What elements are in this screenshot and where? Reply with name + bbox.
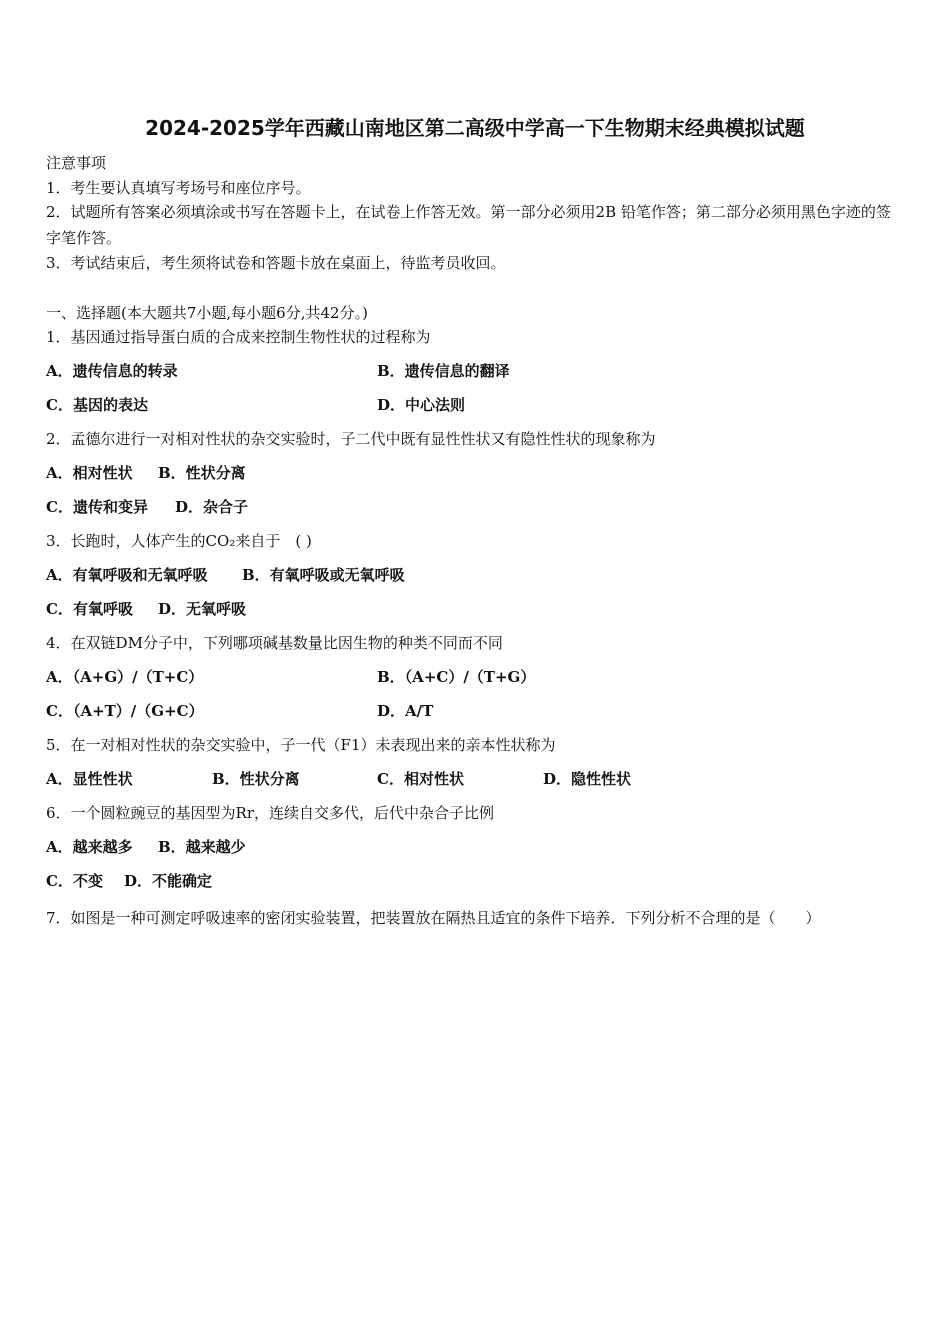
notice-item-1: 1．考生要认真填写考场号和座位序号。 xyxy=(46,179,311,197)
question-4-stem: 4．在双链DM分子中，下列哪项碱基数量比因生物的种类不同而不同 xyxy=(46,634,503,652)
question-7-stem: 7．如图是一种可测定呼吸速率的密闭实验装置，把装置放在隔热且适宜的条件下培养．下列分析不合理的是（ ） xyxy=(46,909,821,927)
question-4-option-a: A．（A+G）/（T+C） xyxy=(46,668,204,686)
question-5-option-c: C．相对性状 xyxy=(377,770,464,788)
question-3-option-b: B．有氧呼吸或无氧呼吸 xyxy=(242,566,405,584)
question-1-option-c: C．基因的表达 xyxy=(46,396,148,414)
question-1-option-d: D．中心法则 xyxy=(377,396,466,414)
question-1-option-a: A．遗传信息的转录 xyxy=(46,362,178,380)
question-4-option-d: D．A/T xyxy=(377,702,434,720)
question-2-option-c: C．遗传和变异 xyxy=(46,498,148,516)
notice-item-2: 2．试题所有答案必须填涂或书写在答题卡上，在试卷上作答无效。第一部分必须用2B 铅笔作答；第二部分必须用黑色字迹的签字笔作答。 xyxy=(46,203,891,247)
question-2-option-a: A．相对性状 xyxy=(46,464,133,482)
question-2-option-b: B．性状分离 xyxy=(158,464,246,482)
notice-item-3: 3．考试结束后，考生须将试卷和答题卡放在桌面上，待监考员收回。 xyxy=(46,254,506,272)
question-5-option-b: B．性状分离 xyxy=(212,770,300,788)
question-4-option-c: C．（A+T）/（G+C） xyxy=(46,702,204,720)
question-3-stem: 3．长跑时，人体产生的CO₂来自于 ( ) xyxy=(46,532,312,550)
question-6-option-d: D．不能确定 xyxy=(124,872,213,890)
question-3-option-d: D．无氧呼吸 xyxy=(158,600,247,618)
question-1-stem: 1．基因通过指导蛋白质的合成来控制生物性状的过程称为 xyxy=(46,328,431,346)
section-heading: 一、选择题(本大题共7小题,每小题6分,共42分。) xyxy=(46,304,368,322)
question-6-option-b: B．越来越少 xyxy=(158,838,246,856)
notice-heading: 注意事项 xyxy=(46,154,107,172)
question-6-option-c: C．不变 xyxy=(46,872,103,890)
page-title: 2024-2025学年西藏山南地区第二高级中学高一下生物期末经典模拟试题 xyxy=(145,116,805,140)
question-1-option-b: B．遗传信息的翻译 xyxy=(377,362,510,380)
question-3-option-a: A．有氧呼吸和无氧呼吸 xyxy=(46,566,208,584)
question-4-option-b: B．（A+C）/（T+G） xyxy=(377,668,536,686)
question-6-stem: 6．一个圆粒豌豆的基因型为Rr，连续自交多代，后代中杂合子比例 xyxy=(46,804,495,822)
question-2-option-d: D．杂合子 xyxy=(175,498,249,516)
question-5-option-d: D．隐性性状 xyxy=(543,770,632,788)
question-2-stem: 2．孟德尔进行一对相对性状的杂交实验时，子二代中既有显性性状又有隐性性状的现象称为 xyxy=(46,430,656,448)
question-6-option-a: A．越来越多 xyxy=(46,838,133,856)
question-5-stem: 5．在一对相对性状的杂交实验中，子一代（F1）未表现出来的亲本性状称为 xyxy=(46,736,556,754)
question-3-option-c: C．有氧呼吸 xyxy=(46,600,133,618)
question-5-option-a: A．显性性状 xyxy=(46,770,133,788)
